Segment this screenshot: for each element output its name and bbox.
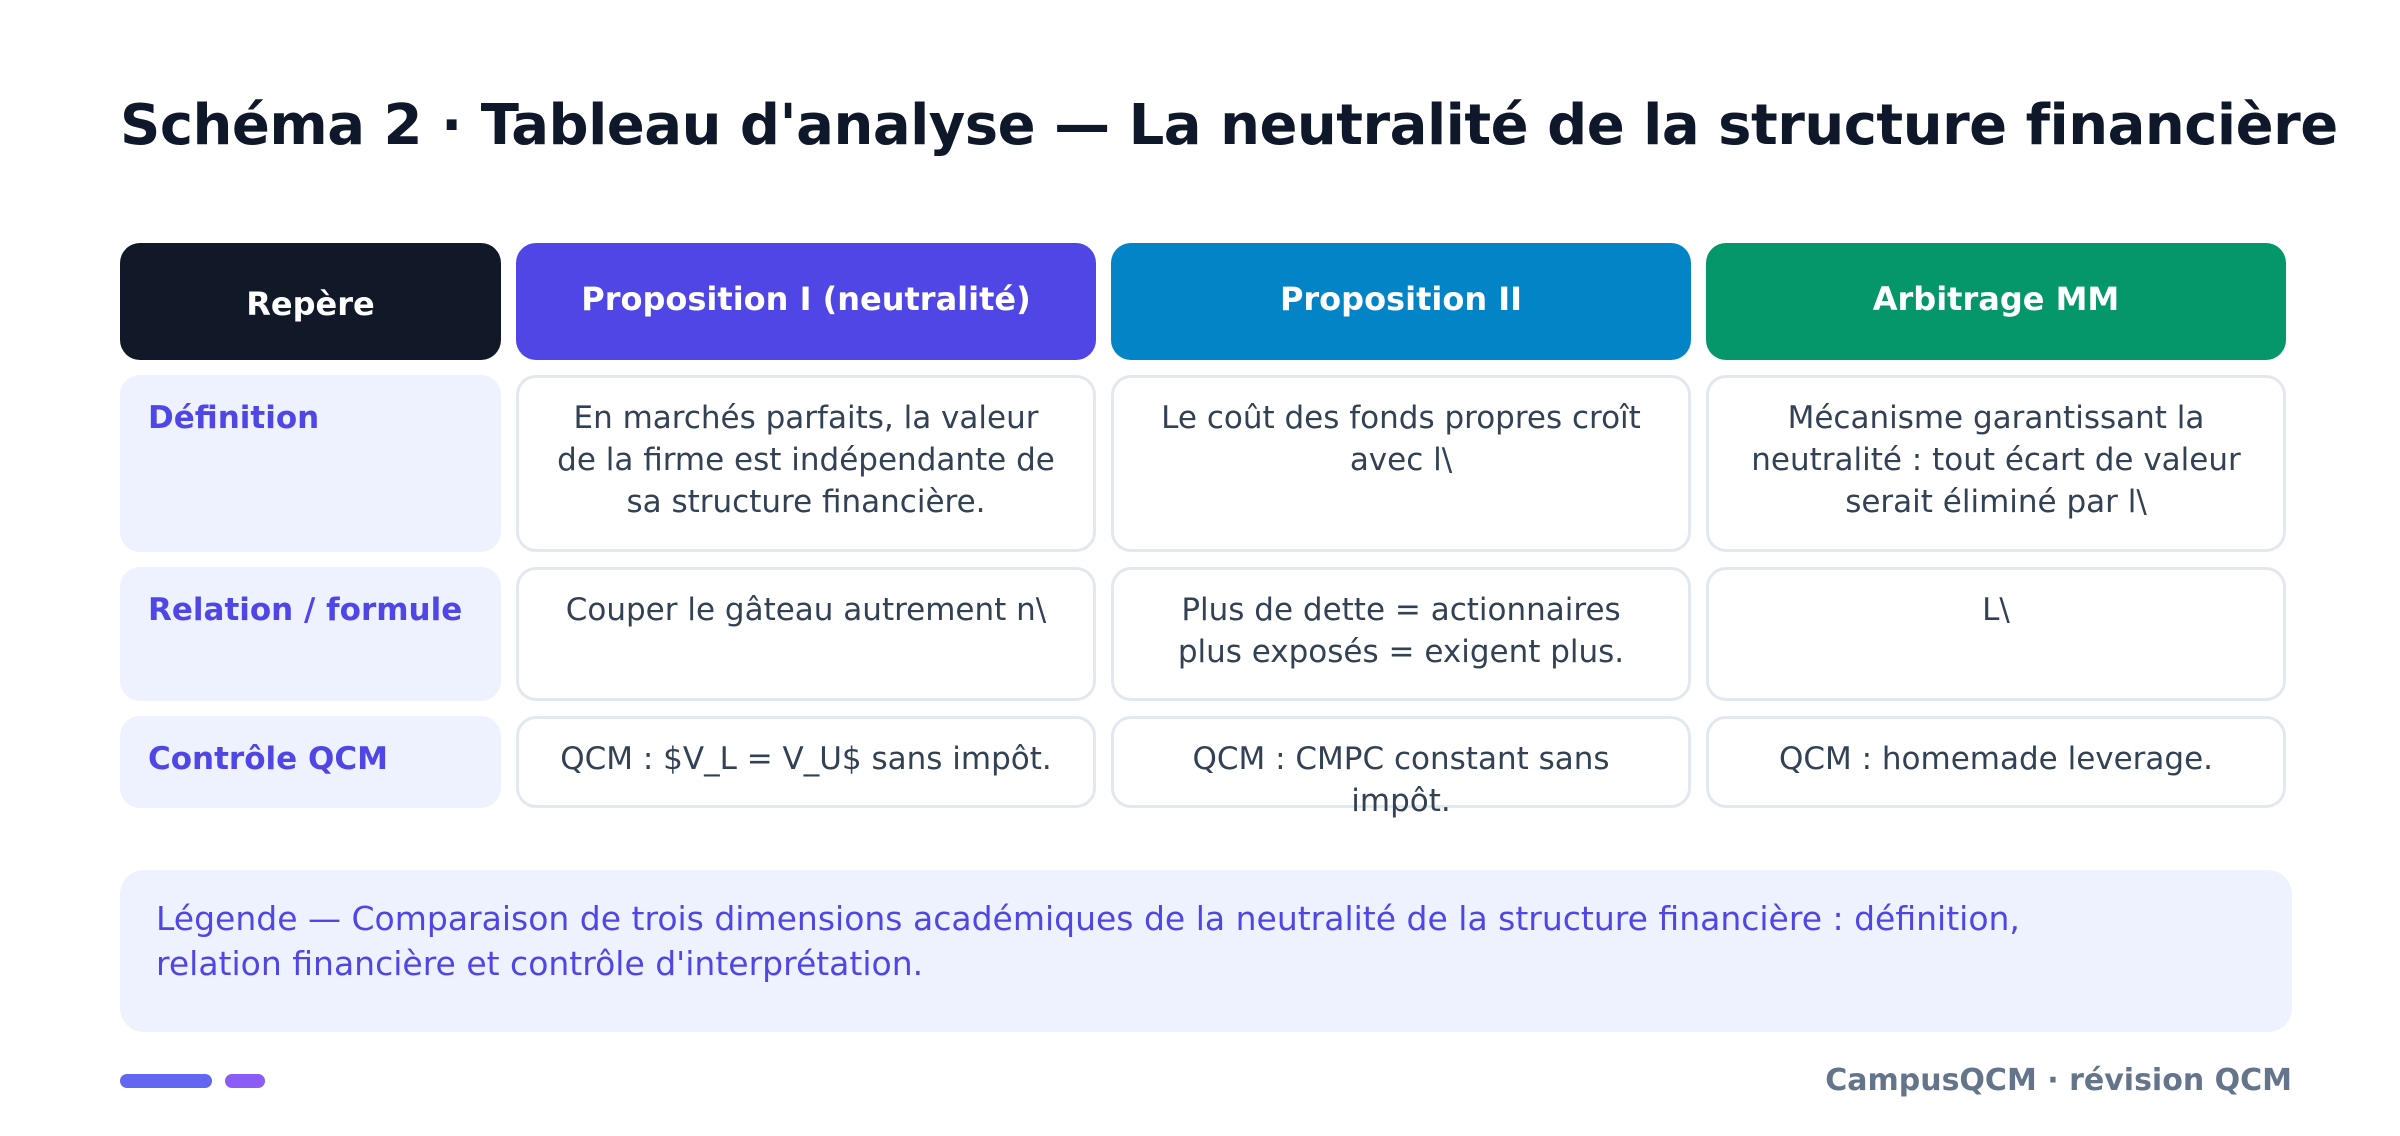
row-label-controle: Contrôle QCM — [120, 716, 501, 808]
table-cell: Plus de dette = actionnaires plus exposés = exigent plus. — [1111, 567, 1691, 701]
legend-text: Légende — Comparaison de trois dimensions académiques de la neutralité de la structure financière : définition, relation financière et contrôle d'interprétation. — [156, 899, 2020, 983]
table-cell: QCM : $V_L = V_U$ sans impôt. — [516, 716, 1096, 808]
decorative-bar-primary — [120, 1074, 212, 1088]
table-cell: QCM : homemade leverage. — [1706, 716, 2286, 808]
header-proposition-1: Proposition I (neutralité) — [516, 243, 1096, 360]
page-title: Schéma 2 · Tableau d'analyse — La neutralité de la structure financière — [120, 93, 2338, 158]
analysis-table — [120, 243, 2286, 819]
table-cell: Le coût des fonds propres croît avec l\ — [1111, 375, 1691, 552]
footer-brand: CampusQCM · révision QCM — [1825, 1063, 2292, 1098]
row-label-relation: Relation / formule — [120, 567, 501, 701]
header-repere: Repère — [120, 243, 501, 360]
decorative-bar-secondary — [225, 1074, 265, 1088]
header-proposition-2: Proposition II — [1111, 243, 1691, 360]
table-cell: Couper le gâteau autrement n\ — [516, 567, 1096, 701]
header-arbitrage-mm: Arbitrage MM — [1706, 243, 2286, 360]
table-cell: En marchés parfaits, la valeur de la firme est indépendante de sa structure financière. — [516, 375, 1096, 552]
table-cell: L\ — [1706, 567, 2286, 701]
row-label-definition: Définition — [120, 375, 501, 552]
legend-box — [120, 870, 2292, 1032]
table-cell: Mécanisme garantissant la neutralité : tout écart de valeur serait éliminé par l\ — [1706, 375, 2286, 552]
table-cell: QCM : CMPC constant sans impôt. — [1111, 716, 1691, 808]
